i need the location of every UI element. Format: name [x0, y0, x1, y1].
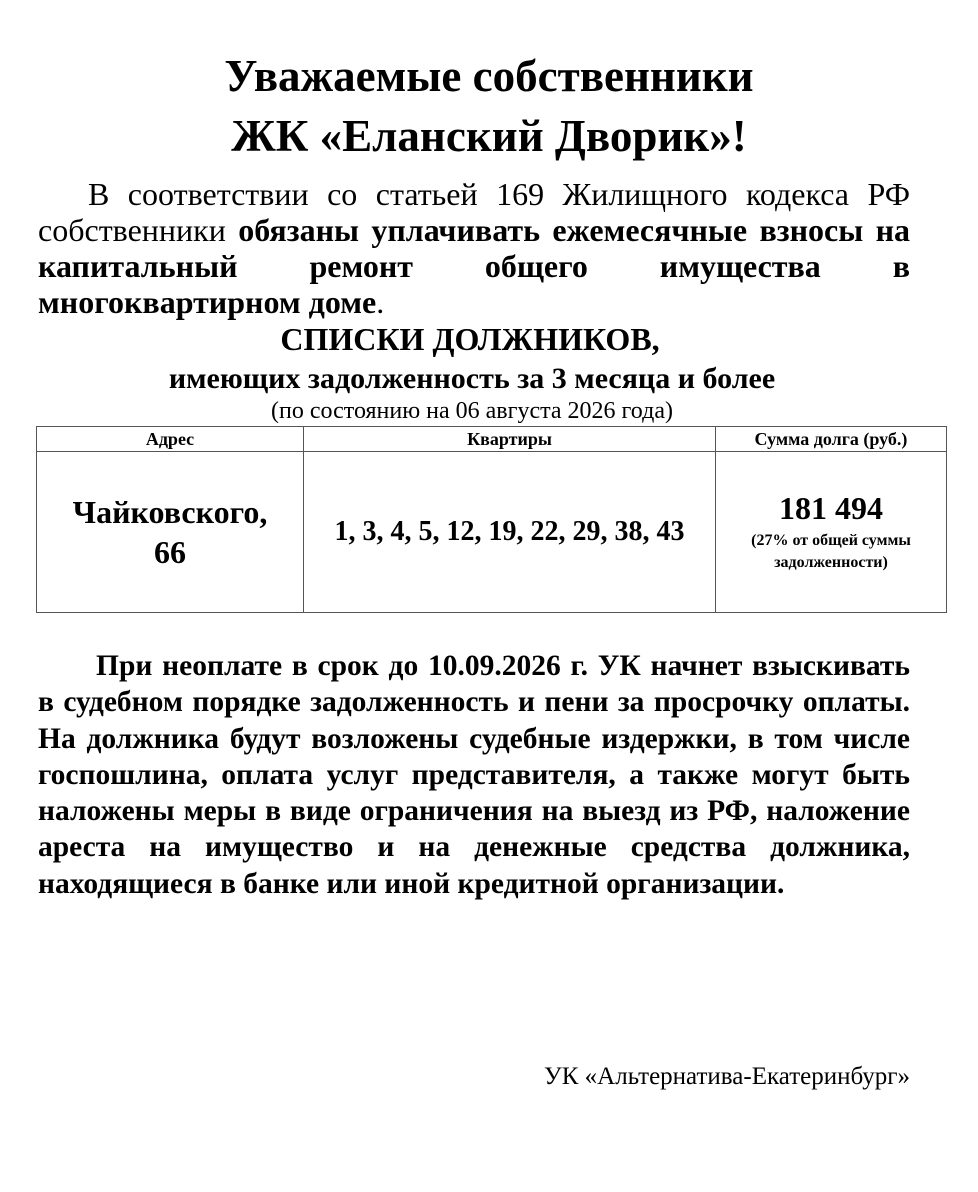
debtors-list-heading: СПИСКИ ДОЛЖНИКОВ, — [280, 321, 660, 357]
intro-text-end: . — [376, 284, 385, 320]
intro-text-bold: обязаны уплачивать ежемесячные взносы на капитальный ремонт общего имущества в многоквартирном доме — [38, 212, 911, 320]
column-header-apartments: Квартиры — [304, 427, 716, 452]
warning-paragraph — [38, 648, 910, 902]
address-cell — [37, 452, 304, 613]
column-header-debt-sum: Сумма долга (руб.) — [716, 427, 947, 452]
debt-sum-value: 181 494 — [779, 490, 883, 526]
title-line-1: Уважаемые собственники — [224, 51, 754, 101]
debtors-table — [36, 426, 947, 613]
table-header-row — [37, 427, 947, 452]
apartments-cell — [304, 452, 716, 613]
address-street: Чайковского, — [72, 494, 268, 530]
apartments-list: 1, 3, 4, 5, 12, 19, 22, 29, 38, 43 — [334, 516, 685, 547]
debt-sum-note-line-2: задолженности) — [774, 554, 888, 571]
column-header-address: Адрес — [37, 427, 304, 452]
intro-text-plain: В соответствии со статьей 169 Жилищного кодекса РФ собственники — [38, 176, 910, 248]
intro-paragraph — [38, 176, 910, 320]
table-row — [37, 452, 947, 613]
debt-sum-note-line-1: (27% от общей суммы — [751, 532, 911, 549]
debtors-list-subheading: имеющих задолженность за 3 месяца и более — [168, 362, 776, 395]
title-line-2: ЖК «Еланский Дворик»! — [231, 111, 747, 161]
warning-text: При неоплате в срок до 10.09.2026 г. УК начнет взыскивать в судебном порядке задолженность и пени за просрочку оплаты. На должника будут возложены судебные издержки, в том числе госпошлина, оплата услуг представителя, а также могут быть наложены меры в виде ограничения на выезд из РФ, наложение ареста на имущество и на денежные средства должника, находящиеся в банке или иной кредитной организации. — [38, 650, 910, 900]
address-house-number: 66 — [154, 534, 186, 570]
as-of-date: (по состоянию на 06 августа 2026 года) — [271, 398, 673, 424]
signature: УК «Альтернатива-Екатеринбург» — [544, 1063, 910, 1090]
debt-sum-cell — [716, 452, 947, 613]
notice-title — [0, 46, 978, 166]
